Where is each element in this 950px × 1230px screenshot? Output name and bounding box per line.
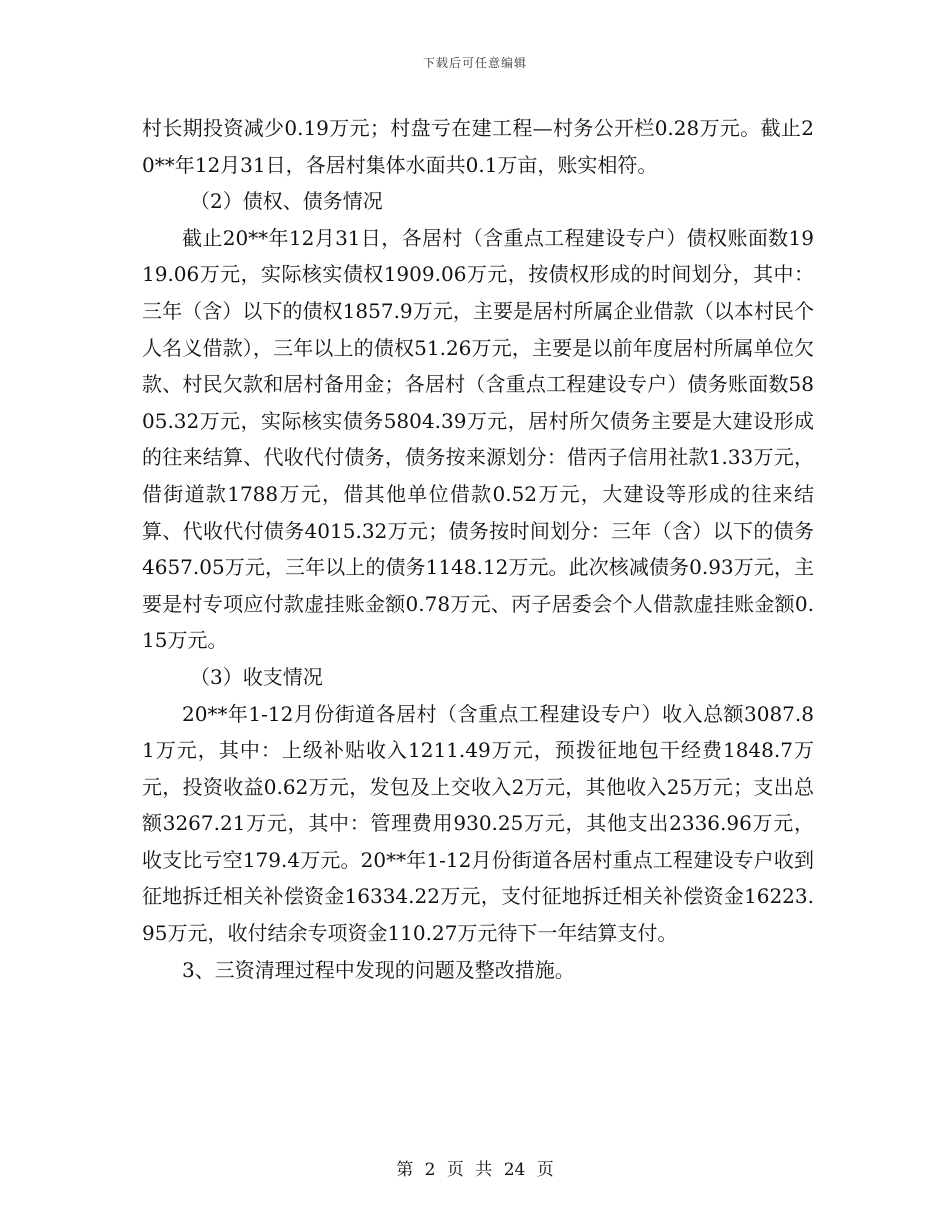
paragraph-debts-detail: 截止20**年12月31日，各居村（含重点工程建设专户）债权账面数1919.06万元，实际核实债权1909.06万元，按债权形成的时间划分，其中：三年（含）以下的债权1857.9万元，主要是居村所属企业借款（以本村民个人名义借款），三年以上的债权51.26万元，主要是以前年度居村所属单位欠款、村民欠款和居村备用金；各居村（含重点工程建设专户）债务账面数5805.32万元，实际核实债务5804.39万元，居村所欠债务主要是大建设形成的往来结算、代收代付债务，债务按来源划分：借丙子信用社款1.33万元，借街道款1788万元，借其他单位借款0.52万元，大建设等形成的往来结算、代收代付债务4015.32万元；债务按时间划分：三年（含）以下的债务4657.05万元，三年以上的债务1148.12万元。此次核减债务0.93万元，主要是村专项应付款虚挂账金额0.78万元、丙子居委会个人借款虚挂账金额0.15万元。 xyxy=(142,225,814,653)
page-number-footer: 第 2 页 共 24 页 xyxy=(396,1160,554,1180)
page-header-note: 下载后可任意编辑 xyxy=(422,56,527,70)
section-heading-issues: 3、三资清理过程中发现的问题及整改措施。 xyxy=(182,957,575,982)
paragraph-investment-summary: 村长期投资减少0.19万元；村盘亏在建工程—村务公开栏0.28万元。截止20**年12月31日，各居村集体水面共0.1万亩，账实相符。 xyxy=(142,116,814,177)
document-body xyxy=(142,110,814,988)
section-heading-income-expense: （3）收支情况 xyxy=(190,664,323,689)
section-heading-debts: （2）债权、债务情况 xyxy=(190,189,383,214)
paragraph-income-expense-detail: 20**年1-12月份街道各居村（含重点工程建设专户）收入总额3087.81万元，其中：上级补贴收入1211.49万元，预拨征地包干经费1848.7万元，投资收益0.62万元，发包及上交收入2万元，其他收入25万元；支出总额3267.21万元，其中：管理费用930.25万元，其他支出2336.96万元，收支比亏空179.4万元。20**年1-12月份街道各居村重点工程建设专户收到征地拆迁相关补偿资金16334.22万元，支付征地拆迁相关补偿资金16223.95万元，收付结余专项资金110.27万元待下一年结算支付。 xyxy=(142,701,814,946)
